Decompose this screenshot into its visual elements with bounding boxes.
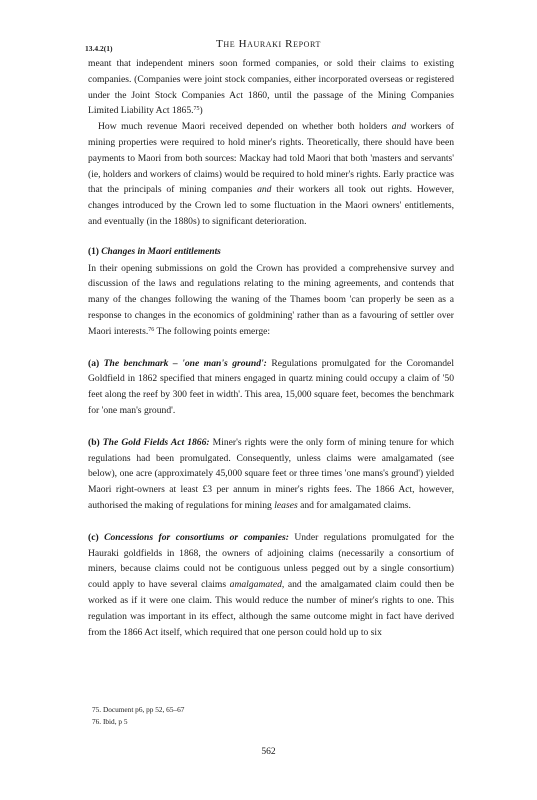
body-text xyxy=(88,56,454,640)
paragraph-2: How much revenue Maori received depended on whether both holders and workers of mining properties were required to hold miner's rights. Theoretically, there should have been payments to Maori from both sources: Mackay had told Maori that both 'masters and servants' (ie, holders and workers of claims) would be required to hold miner's rights. Early practice was that the principals of mining companies and their workers all took out rights. However, changes introduced by the Crown led to some fluctuation in the Maori owners' entitlements, and eventually (in the 1880s) to significant deterioration. xyxy=(88,121,455,227)
footnote-76: 76. Ibid, p 5 xyxy=(92,716,128,726)
point-b: (b) The Gold Fields Act 1866: Miner's rights were the only form of mining tenure for which regulations had been promulgated. Consequently, unless claims were amalgamated (see below), one acre (approximately 45,000 square feet or three times 'one mans's ground') yielded Maori right-owners at least £3 per annum in miner's rights fees. The 1866 Act, however, authorised the making of regulations for mining leases and for amalgamated claims. xyxy=(88,436,454,511)
point-a: (a) The benchmark – 'one man's ground': Regulations promulgated for the Coromandel Goldfield in 1862 specified that miners engaged in quartz mining could occupy a claim of '50 feet along the reef by 300 feet in width'. This area, 15,000 square feet, becomes the benchmark for 'one man's ground'. xyxy=(88,357,454,416)
footnote-ref-76: 76 xyxy=(148,326,155,333)
point-c: (c) Concessions for consortiums or companies: Under regulations promulgated for the Hauraki goldfields in 1868, the owners of adjoining claims (necessarily a consortium of miners, because claims could not be contiguous unless pegged out by a single consortium) could apply to have several claims amalgamated, and the amalgamated claim could then be worked as if it were one claim. This would reduce the number of miner's rights to one. This regulation was important in its effect, although the same outcome might in fact have derived from the 1866 Act itself, which required that one person could hold up to six xyxy=(88,531,454,638)
paragraph-3: In their opening submissions on gold the Crown has provided a comprehensive survey and discussion of the laws and regulations relating to the mining agreements, and contends that many of the changes following the waning of the Thames boom 'can properly be seen as a response to changes in the economics of goldmining' rather than as a favouring of settler over Maori interests.$^{76}$ The following points emerge: xyxy=(88,262,454,337)
section-number: 13.4.2(1) xyxy=(85,44,113,53)
footnote-75: 75. Document p6, pp 52, 65–67 xyxy=(92,705,185,714)
page-number: 562 xyxy=(261,747,276,757)
footnote-ref-75: 75 xyxy=(193,106,200,113)
running-title: The Hauraki Report xyxy=(216,38,321,50)
footnotes xyxy=(88,704,454,727)
subsection-heading: (1) Changes in Maori entitlements xyxy=(88,246,221,257)
paragraph-1: meant that independent miners soon formed companies, or sold their claims to existing companies. (Companies were joint stock companies, either incorporated overseas or registered under the Joint Stock Companies Act 1860, until the passage of the Mining Companies Limited Liability Act 1865.75) xyxy=(88,58,454,117)
